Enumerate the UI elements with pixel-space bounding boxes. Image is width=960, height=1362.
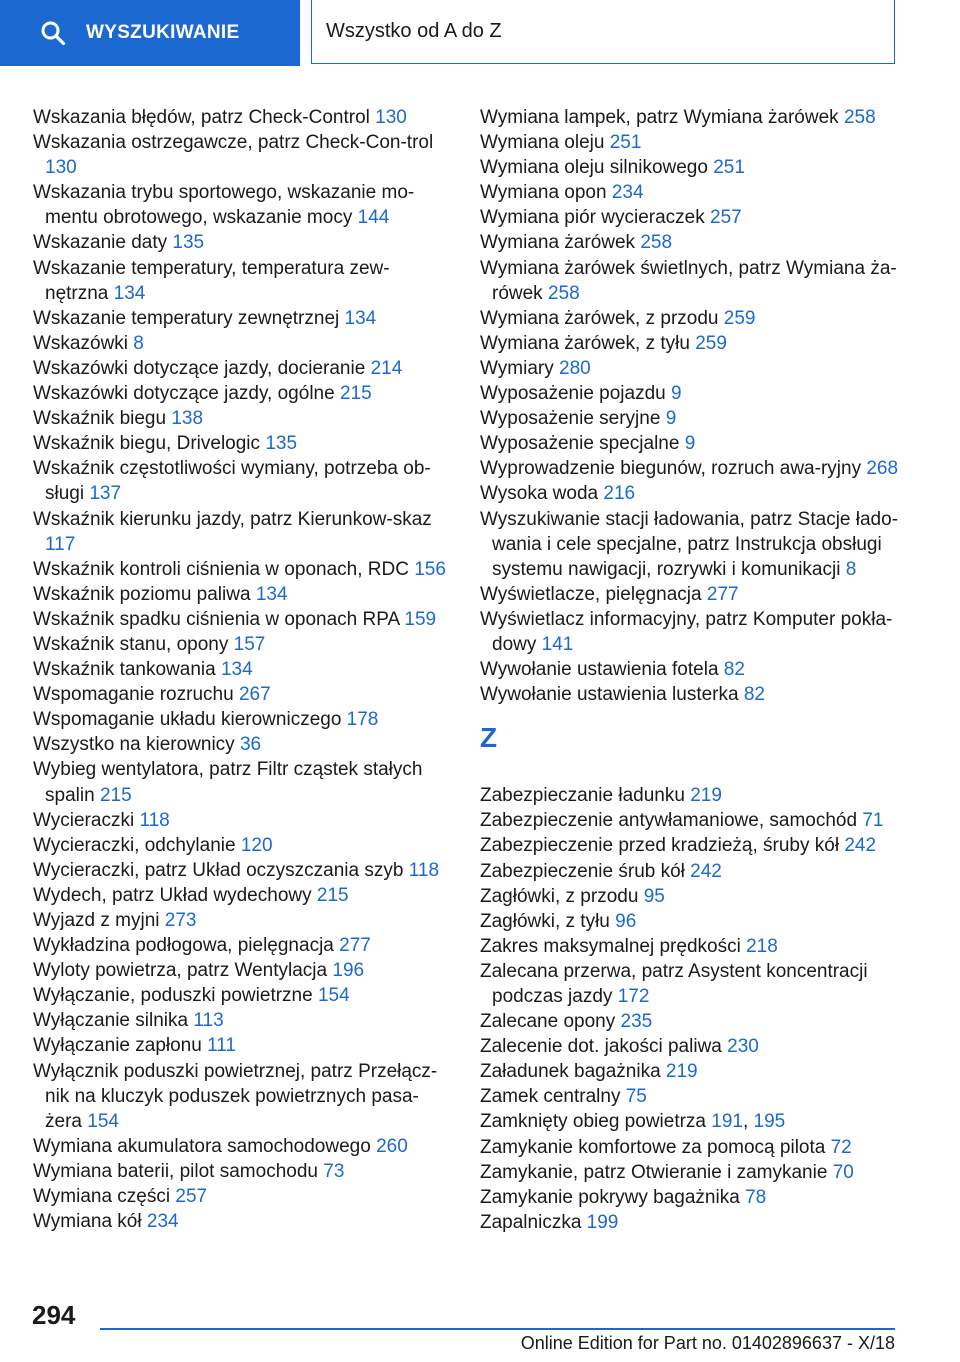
page-link[interactable]: 75	[625, 1086, 647, 1108]
index-entry	[480, 909, 910, 934]
index-entry-text: Załadunek bagażnika	[480, 1061, 661, 1083]
index-entry	[33, 958, 448, 983]
index-entry-text: Wymiana żarówek świetlnych, patrz Wymiana ża‐rówek	[480, 257, 897, 304]
page-link[interactable]: 82	[743, 684, 765, 706]
index-entry	[480, 256, 910, 306]
page-link[interactable]: 36	[239, 734, 262, 756]
index-entry-text: Wycieraczki, odchylanie	[33, 834, 236, 856]
index-entry	[33, 180, 448, 230]
index-entry-text: Wymiana żarówek	[480, 232, 636, 254]
index-entry-text: Zamknięty obieg powietrza	[480, 1111, 706, 1133]
index-entry	[480, 155, 910, 180]
page-link[interactable]: 196	[332, 960, 365, 982]
index-entry	[33, 732, 448, 757]
page-link[interactable]: 195	[753, 1111, 786, 1133]
index-entry	[33, 1159, 448, 1184]
page-link[interactable]: 70	[832, 1161, 854, 1183]
index-entry-text: Wywołanie ustawienia fotela	[480, 659, 719, 681]
index-entry-text: Wskaźnik kierunku jazdy, patrz Kierunkow‐skaz	[33, 508, 432, 530]
index-entry-text: Wskazania błędów, patrz Check-Control	[33, 107, 370, 128]
page-link[interactable]: 9	[684, 433, 696, 455]
index-entry	[33, 657, 448, 682]
index-entry-text: Wyloty powietrza, patrz Wentylacja	[33, 960, 328, 982]
index-entry-text: Wyszukiwanie stacji ładowania, patrz Stacje łado‐wania i cele specjalne, patrz Instrukcja obsługi systemu nawigacji, rozrywki i komunikacji	[480, 508, 899, 580]
index-entry	[480, 356, 910, 381]
index-entry-text: Wymiana kół	[33, 1211, 142, 1233]
index-entry-text: Wskazanie daty	[33, 232, 168, 254]
index-entry	[480, 1059, 910, 1084]
page-link[interactable]: 154	[87, 1110, 119, 1132]
index-entry-text: Zabezpieczenie przed kradzieżą, śruby kół	[480, 835, 840, 857]
index-entry	[480, 808, 910, 833]
page-link[interactable]: 191	[711, 1111, 743, 1133]
index-entry-text: Wymiana żarówek, z przodu	[480, 307, 719, 329]
page-link[interactable]: 130	[375, 107, 407, 128]
index-entry	[33, 381, 448, 406]
page-link[interactable]: 144	[357, 207, 390, 229]
index-entry	[480, 456, 910, 481]
page-link[interactable]: 199	[586, 1211, 619, 1233]
page-link[interactable]: 96	[615, 910, 637, 932]
index-entry-text: Wyłączanie silnika	[33, 1010, 189, 1032]
page-link[interactable]: 230	[727, 1036, 759, 1058]
page-link[interactable]: 113	[193, 1010, 224, 1032]
index-entry	[480, 1009, 910, 1034]
page-link[interactable]: 117	[45, 533, 76, 555]
index-entry	[33, 1008, 448, 1033]
page-link[interactable]: 242	[844, 835, 877, 857]
index-entry-text: Wyposażenie specjalne	[480, 433, 680, 455]
index-entry	[480, 833, 910, 858]
page-link[interactable]: 215	[316, 884, 349, 906]
index-entry	[33, 632, 448, 657]
index-entry	[480, 205, 910, 230]
index-entry	[33, 356, 448, 381]
index-entry	[33, 331, 448, 356]
index-entry	[480, 1034, 910, 1059]
index-entry	[33, 557, 448, 582]
index-entry-text: Zamykanie komfortowe za pomocą pilota	[480, 1136, 826, 1158]
page-link[interactable]: 73	[323, 1160, 345, 1182]
index-entry	[33, 1033, 448, 1058]
index-column-left	[33, 105, 448, 1234]
page-link[interactable]: 242	[690, 860, 722, 882]
index-entry	[480, 783, 910, 808]
page-link[interactable]: 259	[695, 332, 727, 354]
index-entry-text: Wyświetlacz informacyjny, patrz Komputer pokła‐dowy	[480, 608, 893, 655]
page-link[interactable]: 8	[133, 332, 144, 354]
index-entry	[33, 757, 448, 807]
index-entry	[480, 1084, 910, 1109]
index-entry-text: Wyjazd z myjni	[33, 910, 160, 931]
index-entry-text: Wskaźnik tankowania	[33, 659, 216, 681]
index-entry	[33, 1134, 448, 1159]
index-entry	[480, 381, 910, 406]
index-entry-text: Zabezpieczenie antywłamaniowe, samochód	[480, 810, 858, 832]
index-entry-text: Wyłączanie zapłonu	[33, 1035, 202, 1057]
index-entry-text: Wszystko na kierownicy	[33, 734, 235, 756]
index-entry	[480, 406, 910, 431]
page-link[interactable]: 78	[745, 1186, 767, 1208]
page-link[interactable]: 258	[843, 107, 876, 128]
index-entry-text: Zapalniczka	[480, 1211, 582, 1233]
index-entry	[33, 607, 448, 632]
index-entry-text: Wskazówki dotyczące jazdy, docieranie	[33, 357, 366, 379]
page-link[interactable]: 159	[404, 608, 437, 630]
index-entry	[33, 808, 448, 833]
page-separator: ,	[742, 1111, 749, 1133]
index-entry-text: Wskazania trybu sportowego, wskazanie mo‐mentu obrotowego, wskazanie mocy	[33, 182, 415, 229]
index-entry	[480, 1135, 910, 1160]
index-entry-text: Wymiary	[480, 357, 554, 379]
page-link[interactable]: 218	[746, 935, 778, 957]
index-entry	[480, 934, 910, 959]
index-entry-text: Wyłączanie, poduszki powietrzne	[33, 985, 313, 1007]
index-entry-text: Wskazanie temperatury zewnętrznej	[33, 307, 340, 329]
section-letter-z: Z	[480, 722, 498, 754]
page-link[interactable]: 215	[99, 784, 132, 806]
index-entry-text: Zalecenie dot. jakości paliwa	[480, 1036, 722, 1058]
page-link[interactable]: 215	[339, 383, 372, 405]
index-entry-text: Zamykanie pokrywy bagażnika	[480, 1186, 740, 1208]
index-entry-text: Zamykanie, patrz Otwieranie i zamykanie	[480, 1161, 828, 1183]
index-entry-text: Wykładzina podłogowa, pielęgnacja	[33, 935, 334, 957]
page-link[interactable]: 138	[171, 408, 204, 430]
index-entry	[480, 1109, 910, 1134]
index-entry-text: Wskaźnik kontroli ciśnienia w oponach, RDC	[33, 558, 409, 580]
search-button-label: WYSZUKIWANIE	[86, 22, 240, 43]
page-link[interactable]: 72	[830, 1136, 852, 1158]
index-entry-text: Zabezpieczanie ładunku	[480, 785, 685, 807]
page-link[interactable]: 257	[710, 207, 742, 229]
index-entry	[480, 481, 910, 506]
index-entry-text: Wycieraczki, patrz Układ oczyszczania szyb	[33, 859, 404, 881]
index-entry	[33, 707, 448, 732]
page-link[interactable]: 251	[609, 132, 642, 154]
page-link[interactable]: 219	[690, 785, 722, 807]
index-entry	[480, 431, 910, 456]
index-entry	[33, 983, 448, 1008]
page-link[interactable]: 260	[376, 1135, 408, 1157]
index-entry-text: Wyposażenie seryjne	[480, 408, 661, 430]
page-link[interactable]: 71	[862, 810, 884, 832]
index-entry	[33, 883, 448, 908]
index-entry	[33, 105, 448, 130]
index-entry-text: Wskaźnik częstotliwości wymiany, potrzeba ob‐sługi	[33, 458, 431, 505]
index-entry	[33, 456, 448, 506]
index-entry	[33, 833, 448, 858]
index-entry-text: Wysoka woda	[480, 483, 599, 505]
page-link[interactable]: 82	[723, 659, 745, 681]
page-link[interactable]: 258	[547, 282, 580, 304]
index-entry	[480, 582, 910, 607]
index-entry-text: Wskazówki dotyczące jazdy, ogólne	[33, 383, 335, 405]
index-entry	[33, 306, 448, 331]
page-link[interactable]: 259	[723, 307, 756, 329]
page-link[interactable]: 251	[713, 157, 745, 179]
index-entry-text: Wymiana piór wycieraczek	[480, 207, 705, 229]
index-column-right	[480, 105, 910, 1235]
index-entry-text: Wymiana lampek, patrz Wymiana żarówek	[480, 107, 839, 128]
index-entry	[480, 306, 910, 331]
page-link[interactable]: 9	[671, 383, 682, 405]
page-link[interactable]: 219	[665, 1061, 698, 1083]
index-entry	[33, 908, 448, 933]
index-entry	[480, 230, 910, 255]
page-link[interactable]: 95	[643, 885, 665, 907]
page-link[interactable]: 267	[238, 684, 271, 706]
page-link[interactable]: 157	[233, 633, 266, 655]
page-link[interactable]: 134	[255, 583, 288, 605]
index-entry-text: Zalecana przerwa, patrz Asystent koncentracji podczas jazdy	[480, 960, 868, 1007]
index-entry	[33, 406, 448, 431]
page-link[interactable]: 277	[706, 583, 739, 605]
index-entry-text: Zagłówki, z przodu	[480, 885, 639, 907]
page-link[interactable]: 118	[408, 859, 440, 881]
search-button[interactable]	[0, 0, 300, 66]
index-entry	[480, 657, 910, 682]
index-entry-text: Zabezpieczenie śrub kół	[480, 860, 685, 882]
index-entry-text: Wymiana oleju	[480, 132, 605, 154]
index-entry-text: Wskaźnik stanu, opony	[33, 633, 229, 655]
index-entry-text: Wycieraczki	[33, 809, 135, 831]
index-entry	[480, 607, 910, 657]
page-link[interactable]: 277	[339, 935, 371, 957]
index-entry-text: Wybieg wentylatora, patrz Filtr cząstek stałych spalin	[33, 759, 423, 806]
page-link[interactable]: 9	[665, 408, 677, 430]
page-link[interactable]: 118	[139, 809, 170, 831]
page-link[interactable]: 257	[175, 1186, 208, 1208]
index-entry-text: Zamek centralny	[480, 1086, 621, 1108]
index-entry-text: Wspomaganie rozruchu	[33, 684, 234, 706]
page-link[interactable]: 156	[414, 558, 446, 580]
tab-a-to-z-label: Wszystko od A do Z	[326, 20, 502, 42]
index-entry	[480, 331, 910, 356]
index-entry-text: Wspomaganie układu kierowniczego	[33, 709, 342, 731]
index-entry	[480, 959, 910, 1009]
index-entry-text: Wymiana oleju silnikowego	[480, 157, 708, 179]
index-entry	[33, 1184, 448, 1209]
index-entry	[33, 933, 448, 958]
index-entry	[33, 230, 448, 255]
page-link[interactable]: 134	[220, 659, 253, 681]
index-entry	[480, 1185, 910, 1210]
index-entry	[480, 130, 910, 155]
index-entry-text: Wskazania ostrzegawcze, patrz Check-Con‐trol	[33, 132, 434, 154]
page-link[interactable]: 137	[89, 483, 122, 505]
index-entry-text: Wymiana akumulatora samochodowego	[33, 1135, 371, 1157]
page-link[interactable]: 235	[620, 1011, 653, 1033]
index-entry-text: Wskazanie temperatury, temperatura zew‐nętrzna	[33, 257, 390, 304]
edition-footer: Online Edition for Part no. 01402896637 - X/18	[520, 1333, 895, 1353]
page-link[interactable]: 178	[346, 709, 379, 731]
index-entry	[480, 859, 910, 884]
page-link[interactable]: 214	[370, 357, 403, 379]
page-link[interactable]: 234	[611, 182, 644, 204]
index-entry-text: Wyposażenie pojazdu	[480, 383, 666, 405]
tab-a-to-z[interactable]	[311, 0, 895, 64]
page-link[interactable]: 216	[603, 483, 636, 505]
index-entry	[33, 682, 448, 707]
footer-divider	[100, 1328, 895, 1330]
page-link[interactable]: 8	[845, 558, 857, 580]
index-entry-text: Zagłówki, z tyłu	[480, 910, 610, 932]
page-number: 294	[32, 1300, 76, 1330]
page-link[interactable]: 111	[207, 1035, 236, 1057]
index-entry	[480, 507, 910, 582]
index-entry	[480, 1210, 910, 1235]
index-entry-text: Wymiana części	[33, 1186, 171, 1208]
page-link[interactable]: 258	[640, 232, 673, 254]
search-icon	[40, 20, 66, 46]
index-entry	[33, 1059, 448, 1134]
index-entry-text: Wywołanie ustawienia lusterka	[480, 684, 739, 706]
index-entry	[33, 130, 448, 180]
index-entry-text: Wyprowadzenie biegunów, rozruch awa‐ryjny	[480, 458, 862, 480]
index-entry-text: Wymiana żarówek, z tyłu	[480, 332, 690, 354]
index-entry-text: Wskaźnik poziomu paliwa	[33, 583, 251, 605]
index-entry	[33, 507, 448, 557]
index-entry-text: Zakres maksymalnej prędkości	[480, 935, 741, 957]
index-entry-text: Wskaźnik biegu, Drivelogic	[33, 433, 261, 455]
index-entry	[33, 582, 448, 607]
index-entry	[480, 180, 910, 205]
index-entry	[480, 884, 910, 909]
index-entry	[33, 858, 448, 883]
index-entry	[480, 1160, 910, 1185]
page-link[interactable]: 135	[172, 232, 205, 254]
page-link[interactable]: 280	[559, 357, 591, 379]
index-entry-text: Wydech, patrz Układ wydechowy	[33, 884, 312, 906]
index-entry	[480, 682, 910, 707]
page-link[interactable]: 120	[240, 834, 273, 856]
index-entry-text: Zalecane opony	[480, 1011, 616, 1033]
index-entry	[33, 256, 448, 306]
index-entry-text: Wyświetlacze, pielęgnacja	[480, 583, 702, 605]
index-entry-text: Wskaźnik biegu	[33, 408, 167, 430]
index-entry-text: Wskazówki	[33, 332, 129, 354]
index-entry	[33, 1209, 448, 1234]
page-link[interactable]: 130	[45, 157, 77, 179]
page-link[interactable]: 135	[265, 433, 298, 455]
index-list-w	[480, 105, 910, 707]
index-entry-text: Wymiana opon	[480, 182, 607, 204]
index-entry-text: Wymiana baterii, pilot samochodu	[33, 1160, 318, 1182]
page-link[interactable]: 234	[146, 1211, 179, 1233]
index-list-z	[480, 783, 910, 1235]
page-link[interactable]: 134	[113, 282, 146, 304]
page-link[interactable]: 141	[541, 633, 574, 655]
page-link[interactable]: 268	[866, 458, 899, 480]
index-entry	[480, 105, 910, 130]
index-entry	[33, 431, 448, 456]
index-entry-text: Wskaźnik spadku ciśnienia w oponach RPA	[33, 608, 400, 630]
page-link[interactable]: 273	[164, 910, 197, 931]
header-bar	[0, 0, 960, 66]
page-link[interactable]: 134	[344, 307, 377, 329]
index-entry-text: Wyłącznik poduszki powietrznej, patrz Przełącz‐nik na kluczyk poduszek powietrznych pasa‐żera	[33, 1060, 438, 1132]
page-link[interactable]: 172	[617, 986, 650, 1007]
page-link[interactable]: 154	[317, 985, 350, 1007]
